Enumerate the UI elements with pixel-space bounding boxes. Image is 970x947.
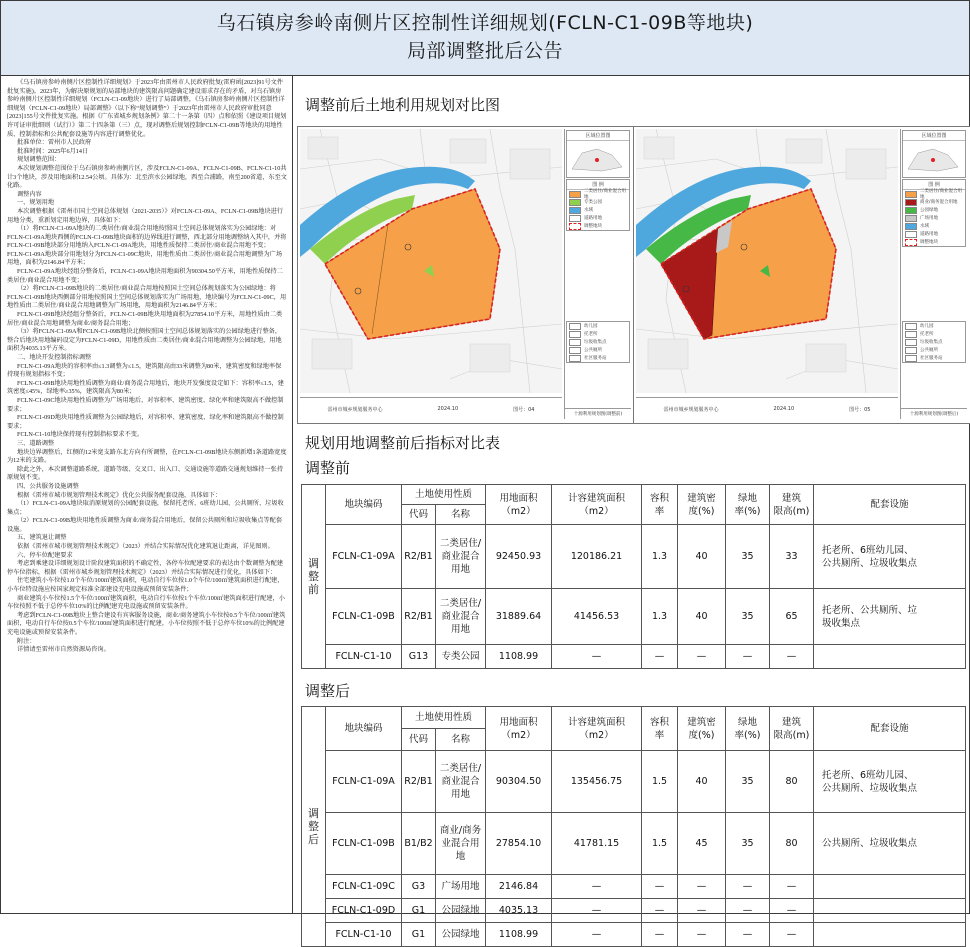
facility-label: 托老所 [584,332,598,337]
facility-label: 幼儿园 [920,324,934,329]
header-name: 名称 [436,505,486,525]
cell-facilities: 公共厕所、垃圾收集点 [814,813,966,875]
header-gfa: 计容建筑面积 （m2） [552,707,642,751]
facility-item [567,346,629,354]
cell-height: — [770,645,814,669]
header-land-use: 土地使用性质 [402,485,486,505]
notice-paragraph: （1）将FCLN-C1-09A地块的二类居住/商业混合用地按照国土空间总体规划落实为公园绿地：对FCLN-C1-09A地块西侧的FCLN-C1-09B地块面积的边界线进行调整，西北部分用地调整纳入其中，并将FCLN-C1-09B地块部分用地纳入FCLN-C1-09A地块，用地性质保持二类居住/商业混合用地不变；FCLN-C1-09A地块部分用地划分为FCLN-C1-09C地块，用地性质由二类居住/商业混合用地调整为广场用地，面积为2146.84平方米； [7,225,287,267]
map-before-drawing [300,129,562,393]
cell-code: R2/B1 [402,525,436,589]
cell-facilities [814,645,966,669]
facility-label: 公共厕所 [920,348,938,353]
cell-name: 二类居住/ 商业混合 用地 [436,751,486,813]
facility-symbol [905,347,917,354]
facility-label: 垃圾收集点 [584,340,607,345]
after-table-title: 调整后 [305,682,351,700]
cell-block: FCLN-C1-09C [326,875,402,899]
legend-label: 调整地块 [584,224,602,229]
table-row [302,751,966,813]
legend-swatch [905,239,917,246]
notice-paragraph: FCLN-C1-09A地块的容积率由≤1.3调整为≤1.5，建筑限高由33米调整为80米，建筑密度和绿地率保持现有规划指标不变； [7,362,282,379]
cell-name: 二类居住/ 商业混合 用地 [436,525,486,589]
notice-paragraph: 本次规划调整范围位于乌石镇房参岭南侧片区，涉及FCLN-C1-09A、FCLN-C1-09B、FCLN-C1-10共计3个地块，涉及用地面积12.54公顷。具体为：北至滨水公园绿地，西至合浦路，南至200省道，东至文化路。 [7,164,287,190]
facility-item [567,338,629,346]
legend-item [567,222,629,230]
cell-block: FCLN-C1-10 [326,923,402,947]
cell-area: 1108.99 [486,923,552,947]
legend-swatch [569,199,581,206]
legend-label: 二类居住/商业混合用地 [584,189,627,200]
cell-area: 90304.50 [486,751,552,813]
header-area: 用地面积 （m2） [486,485,552,525]
table-row [302,645,966,669]
legend-swatch [569,191,581,198]
map-after-footer: 雷州市城乡规划服务中心 2024.10 图号：05 [636,397,898,420]
notice-paragraph: 附注： [17,637,36,645]
notice-paragraph: 地块边界调整后，红侧的12米宽支路东北方向有所调整，在FCLN-C1-09B地块东侧新增1条道路宽度为12米的支路。 [7,448,287,465]
table-side-label: 调 整 前 [302,485,326,669]
cell-height: 33 [770,525,814,589]
header-far: 容积 率 [642,707,678,751]
notice-text-column [1,76,293,913]
map-after-panel [633,126,970,424]
before-table-title: 调整前 [305,459,351,477]
cell-density: — [678,923,726,947]
cell-gfa: — [552,645,642,669]
cell-name: 广场用地 [436,875,486,899]
facility-item [567,330,629,338]
cell-far: — [642,899,678,923]
cell-code: G1 [402,923,436,947]
notice-paragraph: （3）将FCLN-C1-09A和FCLN-C1-09B地块北侧按照国土空间总体规划落实的公园绿地进行整备，整合后地块用地编码设定为FCLN-C1-09D，用地性质由二类居住/商业混合用地调整为公园绿地，用地面积为4035.13平方米。 [7,328,282,353]
cell-gfa: — [552,899,642,923]
facility-symbol [905,355,917,362]
notice-body [1,76,292,655]
table-row [302,923,966,947]
cell-name: 商业/商务 业混合用 地 [436,813,486,875]
cell-height: — [770,899,814,923]
legend-item [567,190,629,198]
cell-facilities [814,899,966,923]
locator-map [567,141,629,175]
cell-area: 27854.10 [486,813,552,875]
cell-green: 35 [726,525,770,589]
locator-map [903,141,965,175]
notice-paragraph: 考虑到乘建设详细规划设计阶段建筑面积的不确定性，各停车位配建要求的表达由个数调整为配建停车位指标，根据《雷州市城乡规划管理技术规定》（2023）并结合实际情况进行优化，具体如下： [7,560,284,576]
header-area: 用地面积 （m2） [486,707,552,751]
legend-item [567,214,629,222]
cell-far: 1.3 [642,589,678,645]
notice-paragraph: 依据《雷州市城市规划管理技术规定》（2023）并结合实际情况优化建筑退让距离，详见图则。 [17,543,274,551]
cell-name: 公园绿地 [436,899,486,923]
header-far: 容积 率 [642,485,678,525]
notice-paragraph: （1）FCLN-C1-09A地块取消原规划的公园配套设施，保留托老所、6班幼儿园、公共厕所、垃圾收集点； [7,500,284,516]
legend-item [903,222,965,230]
notice-paragraph: 规划调整范围： [17,156,61,164]
cell-block: FCLN-C1-09B [326,589,402,645]
facility-label: 托老所 [920,332,934,337]
legend-swatch [905,231,917,238]
table-row [302,813,966,875]
right-column [293,76,969,940]
facility-list [903,322,965,362]
cell-gfa: — [552,923,642,947]
table-side-label: 调 整 后 [302,707,326,947]
notice-paragraph: 一、规划用地 [17,199,55,207]
cell-facilities [814,875,966,899]
cell-green: — [726,645,770,669]
legend-item [903,238,965,246]
legend-list [903,190,965,246]
table-row [302,589,966,645]
facility-label: 公共厕所 [584,348,602,353]
sheet-title: 十源利用规划图(调整前) [565,408,631,419]
cell-gfa: 135456.75 [552,751,642,813]
cell-facilities: 托老所、6班幼儿园、 公共厕所、垃圾收集点 [814,751,966,813]
cell-density: — [678,875,726,899]
legend-label: 道路用地 [584,216,602,221]
cell-block: FCLN-C1-09A [326,525,402,589]
cell-far: — [642,645,678,669]
legend-label: 水域 [920,224,929,229]
legend-item [903,206,965,214]
facility-symbol [905,331,917,338]
cell-code: B1/B2 [402,813,436,875]
legend-box: 图 例 二类居住/商业混合用地 商业/商务混合用地 公园绿地 广场用地 水域 道路用地 调整地块 [902,179,966,247]
cell-block: FCLN-C1-09A [326,751,402,813]
cell-density: 40 [678,525,726,589]
legend-item [567,206,629,214]
facility-symbol [569,347,581,354]
notice-paragraph: 根据《雷州市城市规划管理技术规定》优化公共服务配套设施，具体如下： [17,491,222,499]
notice-paragraph: 五、建筑退让调整 [17,534,67,542]
notice-paragraph: 二、地块开发控制指标调整 [17,354,92,361]
notice-paragraph: FCLN-C1-09B地块用地性质调整为商业/商务混合用地后，地块开发强度设定如下：容积率≤1.5，建筑密度≤45%，绿地率≥35%，建筑限高为80米； [7,379,284,396]
cell-code: G13 [402,645,436,669]
cell-area: 1108.99 [486,645,552,669]
notice-paragraph: 考虑到FCLN-C1-09B地块上整合建设有宾客服务设施，商业/商务建筑小车位按0.5个车位/100㎡建筑面积，电动自行车位按0.5个车位/100㎡建筑面积进行配建，小车位按照不低于总停车位10%的比例配建充电设施或预留安装条件。 [7,611,286,636]
indicator-table-after [301,706,966,947]
cell-height: 65 [770,589,814,645]
cell-facilities [814,923,966,947]
map-before-panel [297,126,635,424]
cell-far: — [642,923,678,947]
map-after-legend [900,129,967,419]
header-name: 名称 [436,729,486,751]
indicator-section-title: 规划用地调整前后指标对比表 [305,434,501,452]
cell-green: 35 [726,589,770,645]
notice-paragraph: 详情请至雷州市自然资源局咨询。 [17,646,110,654]
notice-paragraph: FCLN-C1-09B地块经组分整备后，FCLN-C1-09B地块用地面积为27854.10平方米，用地性质由二类居住/商业混合用地调整为商业/商务混合用地； [7,311,283,327]
cell-block: FCLN-C1-09D [326,899,402,923]
legend-label: 二类居住/商业混合用地 [920,189,963,200]
facility-label: 垃圾收集点 [920,340,943,345]
legend-item [903,230,965,238]
facility-box [902,321,966,363]
notice-paragraph: 《乌石镇房参岭南侧片区控制性详细规划》于2023年由雷州市人民政府批复(雷府函[2023]91号文件批复实施)。2023年，为解决原规划的局部地块的建筑限高问题确定建设需求存在的矛盾，对乌石镇房参岭南侧片区控制性详细规划（FCLN-C1-09地块）进行了局部调整，《乌石镇房参岭南侧片区控制性详细规划（FCLN-C1-09地块）局部调整》（以下称“规划调整”）于2023年由雷州市人民政府审批同意[2023]155号文件批复实施。根据《广东省城乡规划条例》第二十一条第（四）点和依照《建设项目规划许可证审批细则（试行）》第二十四条第（三）点，现对调整后规划控制FCLN-C1-09B等地块的用地性质、控制指标和公共配套设施等内容进行调整优化。 [7,79,287,138]
table-row [302,525,966,589]
header-height: 建筑 限高(m) [770,485,814,525]
legend-label: 水域 [584,208,593,213]
cell-density: 40 [678,589,726,645]
header-block: 地块编码 [326,707,402,751]
map-before [300,129,562,393]
legend-swatch [569,215,581,222]
facility-symbol [905,339,917,346]
legend-label: 道路用地 [920,232,938,237]
facility-symbol [569,339,581,346]
notice-paragraph: 除此之外，本次调整道路系统、道路等级、交叉口、出入口、交通设施等道路交通规划维持一张持原规划不变。 [7,465,284,482]
legend-label: 广场用地 [920,216,938,221]
cell-area: 2146.84 [486,875,552,899]
cell-green: — [726,923,770,947]
notice-paragraph: FCLN-C1-09C地块用地性质调整为广场用地后，对容积率、建筑密度、绿化率和建筑限高不做控制要求； [7,396,284,413]
facility-label: 社区服务站 [920,356,943,361]
notice-paragraph: （2）将FCLN-C1-09B地块的二类居住/商业混合用地按照国土空间总体规划落实为公园绿地：将FCLN-C1-09B地块西侧部分用地按照国土空间总体规划落实为广场用地，地块编号为FCLN-C1-09C，用地性质由二类居住/商业混合用地调整为广场用地，用地面积为2146.84平方米； [7,285,287,310]
facility-box [566,321,630,363]
map-section-title: 调整前后土地利用规划对比图 [305,96,501,114]
facility-item [903,354,965,362]
indicator-table-before [301,484,966,669]
facility-item [903,338,965,346]
facility-symbol [569,323,581,330]
legend-label: 公园绿地 [920,208,938,213]
cell-area: 31889.64 [486,589,552,645]
cell-density: 45 [678,813,726,875]
legend-item [903,190,965,198]
facility-item [903,346,965,354]
cell-code: G3 [402,875,436,899]
facility-list [567,322,629,362]
map-after [636,129,898,393]
header-facilities: 配套设施 [814,485,966,525]
facility-symbol [569,355,581,362]
legend-item [903,198,965,206]
table-row [302,875,966,899]
locator-box: 区域位置图 [902,130,966,178]
header-density: 建筑密 度(%) [678,707,726,751]
sheet-title: 十源利用规划图(调整后) [901,408,967,419]
facility-item [567,322,629,330]
header-density: 建筑密 度(%) [678,485,726,525]
notice-paragraph: 本次调整根据《雷州市国土空间总体规划（2021-2035）》对FCLN-C1-09A、FCLN-C1-09B地块进行用地分类，重新划定用地边界，具体如下： [7,207,284,224]
legend-label: 商业/商务混合用地 [920,200,958,205]
cell-height: — [770,923,814,947]
legend-swatch [569,223,581,230]
header-code: 代码 [402,729,436,751]
cell-green: — [726,875,770,899]
facility-label: 幼儿园 [584,324,598,329]
notice-paragraph: FCLN-C1-09A地块经组分整备后，FCLN-C1-09A地块用地面积为90304.50平方米，用地性质保持二类居住/商业混合用地不变； [7,268,283,284]
legend-swatch [905,215,917,222]
cell-green: — [726,899,770,923]
header-gfa: 计容建筑面积 （m2） [552,485,642,525]
header-land-use: 土地使用性质 [402,707,486,729]
cell-area: 92450.93 [486,525,552,589]
header-green: 绿地 率(%) [726,485,770,525]
cell-far: 1.5 [642,751,678,813]
cell-code: G1 [402,899,436,923]
map-before-footer: 雷州市城乡规划服务中心 2024.10 图号：04 [300,397,562,420]
cell-facilities: 托老所、公共厕所、垃 圾收集点 [814,589,966,645]
facility-symbol [569,331,581,338]
table-row [302,899,966,923]
cell-name: 公园绿地 [436,923,486,947]
cell-green: 35 [726,813,770,875]
cell-far: — [642,875,678,899]
table-header-row [302,485,966,505]
legend-swatch [905,199,917,206]
cell-gfa: 41456.53 [552,589,642,645]
cell-far: 1.3 [642,525,678,589]
notice-paragraph: 调整内容 [17,190,42,198]
notice-paragraph: 商业建筑小车位按1.5个车位/100㎡建筑面积，电动自行车位按1个车位/100㎡建筑面积进行配建，小车位按照不低于总停车位10%的比例配建充电设施或预留安装条件。 [7,594,285,611]
header-code: 代码 [402,505,436,525]
cell-block: FCLN-C1-09B [326,813,402,875]
cell-height: — [770,875,814,899]
cell-code: R2/B1 [402,589,436,645]
cell-height: 80 [770,751,814,813]
cell-far: 1.5 [642,813,678,875]
legend-label: 调整地块 [920,240,938,245]
legend-swatch [905,223,917,230]
cell-name: 专类公园 [436,645,486,669]
header-height: 建筑 限高(m) [770,707,814,751]
notice-paragraph: 住宅建筑小车位按1.0个车位/100㎡建筑面积，电动自行车位按1.0个车位/100㎡建筑面积进行配建，小车位特设施应按国家规定标准全部建设充电设施或预留安装条件； [7,577,284,594]
facility-item [903,322,965,330]
notice-paragraph: 六、停车位配建要求 [17,551,73,559]
notice-paragraph: FCLN-C1-09D地块用地性质调整为公园绿地后，对容积率、建筑密度、绿化率和建筑限高不做控制要求； [7,414,284,430]
notice-paragraph: FCLN-C1-10地块保持现有控制指标要求不变。 [17,431,144,439]
facility-item [567,354,629,362]
cell-density: — [678,645,726,669]
cell-green: 35 [726,751,770,813]
cell-code: R2/B1 [402,751,436,813]
notice-paragraph: 批准单位：雷州市人民政府 [17,139,92,147]
notice-paragraph: 批准时间：2025年6月14日 [17,147,89,155]
notice-title: 乌石镇房参岭南侧片区控制性详细规划(FCLN-C1-09B等地块) [216,12,754,34]
facility-label: 社区服务站 [584,356,607,361]
cell-name: 二类居住/ 商业混合 用地 [436,589,486,645]
cell-height: 80 [770,813,814,875]
notice-paragraph: （2）FCLN-C1-09B地块用地性质调整为商业/商务混合用地后，保留公共厕所和垃圾收集点等配套设施。 [7,517,283,533]
locator-box: 区域位置图 [566,130,630,178]
map-before-legend [564,129,631,419]
cell-gfa: 120186.21 [552,525,642,589]
legend-box: 图 例 二类居住/商业混合用地 专类公园 水域 道路用地 调整地块 [566,179,630,231]
cell-gfa: 41781.15 [552,813,642,875]
legend-label: 专类公园 [584,200,602,205]
legend-swatch [569,207,581,214]
header-block: 地块编码 [326,485,402,525]
legend-swatch [905,207,917,214]
cell-density: — [678,899,726,923]
map-after-drawing [636,129,898,393]
legend-item [903,214,965,222]
cell-facilities: 托老所、6班幼儿园、 公共厕所、垃圾收集点 [814,525,966,589]
notice-subtitle: 局部调整批后公告 [406,40,563,62]
notice-paragraph: 四、公共服务设施调整 [17,482,79,490]
header-green: 绿地 率(%) [726,707,770,751]
facility-symbol [905,323,917,330]
legend-list [567,190,629,230]
notice-paragraph: 三、道路调整 [17,439,55,447]
cell-density: 40 [678,751,726,813]
cell-area: 4035.13 [486,899,552,923]
header-facilities: 配套设施 [814,707,966,751]
facility-item [903,330,965,338]
cell-gfa: — [552,875,642,899]
notice-header [1,1,969,76]
table-header-row [302,707,966,729]
cell-block: FCLN-C1-10 [326,645,402,669]
legend-swatch [905,191,917,198]
